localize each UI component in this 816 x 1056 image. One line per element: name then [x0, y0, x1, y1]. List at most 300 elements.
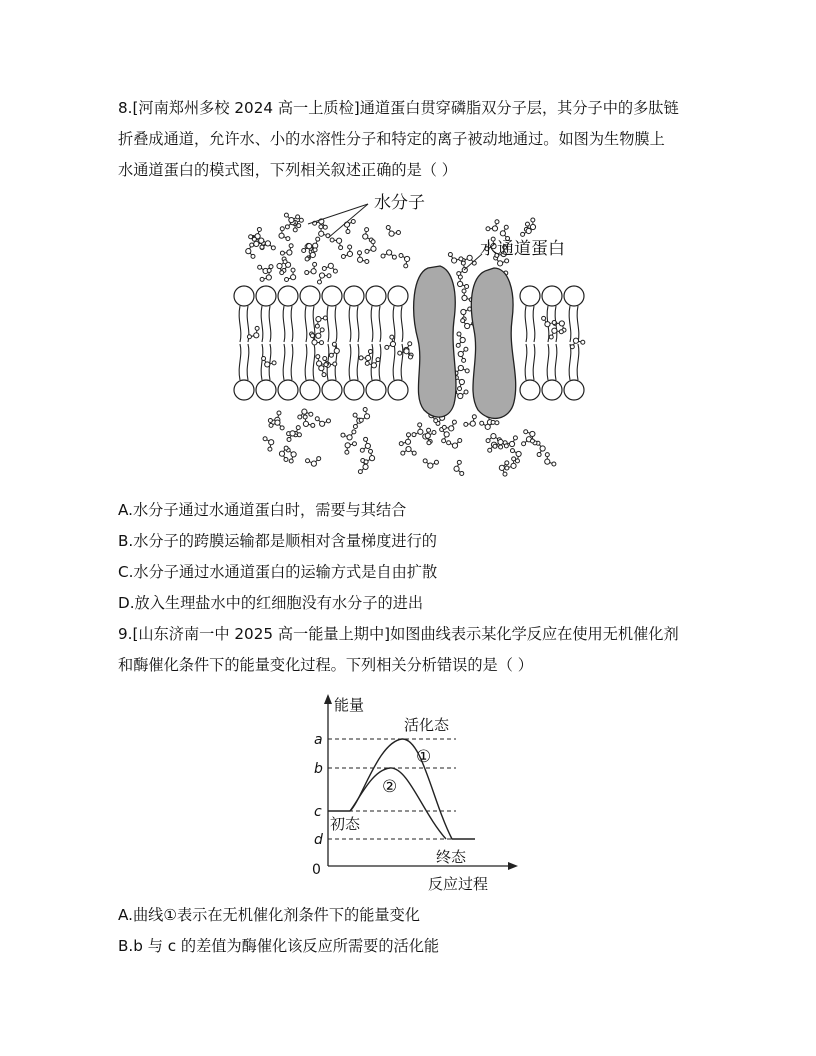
phospholipid-tail [239, 344, 241, 380]
hydrogen-atom [255, 326, 259, 330]
level-d-label: d [314, 832, 323, 848]
hydrogen-atom [559, 330, 563, 334]
oxygen-atom [291, 452, 296, 457]
hydrogen-atom [348, 245, 352, 249]
phospholipid-head [234, 380, 254, 400]
hydrogen-atom [499, 445, 503, 449]
oxygen-atom [357, 257, 362, 262]
hydrogen-atom [280, 227, 284, 231]
oxygen-atom [458, 351, 463, 356]
hydrogen-atom [271, 246, 275, 250]
oxygen-atom [406, 446, 411, 451]
hydrogen-atom [310, 334, 314, 338]
oxygen-atom [444, 432, 449, 437]
oxygen-atom [428, 463, 433, 468]
hydrogen-atom [313, 248, 317, 252]
oxygen-atom [516, 451, 521, 456]
oxygen-atom [509, 441, 514, 446]
phospholipid-head [542, 380, 562, 400]
oxygen-atom [511, 463, 516, 468]
hydrogen-atom [324, 363, 328, 367]
hydrogen-atom [284, 213, 288, 217]
oxygen-atom [371, 363, 376, 368]
oxygen-atom [347, 251, 352, 256]
oxygen-atom [290, 431, 295, 436]
oxygen-atom [404, 256, 409, 261]
hydrogen-atom [512, 457, 516, 461]
hydrogen-atom [345, 450, 349, 454]
hydrogen-atom [545, 453, 549, 457]
oxygen-atom [425, 433, 430, 438]
oxygen-atom [465, 323, 470, 328]
oxygen-atom [485, 424, 490, 429]
hydrogen-atom [332, 342, 336, 346]
hydrogen-atom [317, 280, 321, 284]
hydrogen-atom [322, 266, 326, 270]
hydrogen-atom [260, 245, 264, 249]
hydrogen-atom [289, 459, 293, 463]
oxygen-atom [269, 440, 274, 445]
q9-option-b: B.b 与 c 的差值为酶催化该反应所需要的活化能 [118, 937, 440, 955]
oxygen-atom [265, 241, 270, 246]
phospholipid-head [322, 286, 342, 306]
hydrogen-atom [434, 419, 438, 423]
q8-option-d: D.放入生理盐水中的红细胞没有水分子的进出 [118, 594, 424, 612]
oxygen-atom [371, 246, 376, 251]
phospholipid-tail [569, 344, 571, 380]
hydrogen-atom [412, 433, 416, 437]
hydrogen-atom [359, 356, 363, 360]
oxygen-atom [462, 295, 467, 300]
hydrogen-atom [341, 433, 345, 437]
hydrogen-atom [504, 444, 508, 448]
hydrogen-atom [268, 418, 272, 422]
hydrogen-atom [462, 358, 466, 362]
hydrogen-atom [305, 271, 309, 275]
hydrogen-atom [457, 332, 461, 336]
oxygen-atom [405, 439, 410, 444]
hydrogen-atom [352, 442, 356, 446]
q8-stem-line-1: 8.[河南郑州多校 2024 高一上质检]通道蛋白贯穿磷脂双分子层，其分子中的多肽链 [118, 99, 679, 117]
oxygen-atom [454, 466, 459, 471]
hydrogen-atom [464, 347, 468, 351]
hydrogen-atom [333, 269, 337, 273]
oxygen-atom [552, 328, 557, 333]
hydrogen-atom [503, 472, 507, 476]
label-water-channel-protein: 水通道蛋白 [480, 239, 565, 259]
oxygen-atom [316, 333, 321, 338]
oxygen-atom [500, 231, 505, 236]
oxygen-atom [363, 234, 368, 239]
hydrogen-atom [525, 222, 529, 226]
hydrogen-atom [320, 328, 324, 332]
hydrogen-atom [461, 319, 465, 323]
phospholipid-head [256, 380, 276, 400]
phospholipid-head [300, 380, 320, 400]
q9-stem-line-2: 和酶催化条件下的能量变化过程。下列相关分析错误的是（ ） [118, 656, 533, 674]
hydrogen-atom [293, 228, 297, 232]
oxygen-atom [457, 281, 462, 286]
oxygen-atom [470, 421, 475, 426]
oxygen-atom [279, 451, 284, 456]
oxygen-atom [459, 379, 464, 384]
hydrogen-atom [250, 243, 254, 247]
oxygen-atom [319, 231, 324, 236]
hydrogen-atom [330, 238, 334, 242]
oxygen-atom [334, 348, 339, 353]
oxygen-atom [289, 217, 294, 222]
oxygen-atom [277, 263, 282, 268]
oxygen-atom [345, 443, 350, 448]
hydrogen-atom [505, 461, 509, 465]
curve-2-label: ② [382, 777, 398, 797]
oxygen-atom [311, 269, 316, 274]
hydrogen-atom [269, 265, 273, 269]
hydrogen-atom [406, 433, 410, 437]
phospholipid-head [366, 380, 386, 400]
oxygen-atom [458, 365, 463, 370]
hydrogen-atom [315, 324, 319, 328]
hydrogen-atom [408, 342, 412, 346]
hydrogen-atom [323, 225, 327, 229]
hydrogen-atom [495, 220, 499, 224]
phospholipid-tail [283, 306, 285, 342]
hydrogen-atom [399, 442, 403, 446]
oxygen-atom [287, 250, 292, 255]
phospholipid-tail [525, 344, 527, 380]
hydrogen-atom [452, 420, 456, 424]
oxygen-atom [460, 337, 465, 342]
q8-stem-line-3: 水通道蛋白的模式图，下列相关叙述正确的是（ ） [118, 161, 457, 179]
hydrogen-atom [299, 218, 303, 222]
hydrogen-atom [381, 254, 385, 258]
hydrogen-atom [268, 447, 272, 451]
phospholipid-head [256, 286, 276, 306]
hydrogen-atom [320, 341, 324, 345]
hydrogen-atom [296, 426, 300, 430]
hydrogen-atom [351, 219, 355, 223]
oxygen-atom [303, 421, 308, 426]
oxygen-atom [390, 341, 395, 346]
hydrogen-atom [260, 277, 264, 281]
hydrogen-atom [316, 355, 320, 359]
hydrogen-atom [505, 259, 509, 263]
oxygen-atom [467, 255, 472, 260]
hydrogen-atom [369, 449, 373, 453]
hydrogen-atom [368, 349, 372, 353]
phospholipid-head [388, 380, 408, 400]
phospholipid-tail [349, 344, 351, 380]
hydrogen-atom [323, 316, 327, 320]
oxygen-atom [279, 233, 284, 238]
hydrogen-atom [404, 264, 408, 268]
hydrogen-atom [327, 274, 331, 278]
hydrogen-atom [297, 224, 301, 228]
hydrogen-atom [252, 237, 256, 241]
channel-protein-right [471, 268, 515, 418]
hydrogen-atom [287, 437, 291, 441]
hydrogen-atom [263, 437, 267, 441]
oxygen-atom [311, 461, 316, 466]
hydrogen-atom [302, 248, 306, 252]
hydrogen-atom [313, 262, 317, 266]
phospholipid-head [234, 286, 254, 306]
hydrogen-atom [251, 254, 255, 258]
hydrogen-atom [360, 448, 364, 452]
hydrogen-atom [346, 230, 350, 234]
oxygen-atom [458, 393, 463, 398]
hydrogen-atom [306, 459, 310, 463]
hydrogen-atom [491, 420, 495, 424]
hydrogen-atom [365, 249, 369, 253]
hydrogen-atom [524, 430, 528, 434]
oxygen-atom [310, 252, 315, 257]
oxygen-atom [530, 224, 535, 229]
hydrogen-atom [396, 231, 400, 235]
q8-option-b: B.水分子的跨膜运输都是顺相对含量梯度进行的 [118, 532, 437, 550]
hydrogen-atom [341, 255, 345, 259]
hydrogen-atom [359, 418, 363, 422]
phospholipid-tail [393, 344, 395, 380]
phospholipid-head [278, 380, 298, 400]
hydrogen-atom [280, 426, 284, 430]
hydrogen-atom [457, 460, 461, 464]
oxygen-atom [492, 226, 497, 231]
phospholipid-tail [357, 344, 359, 380]
hydrogen-atom [317, 457, 321, 461]
oxygen-atom [307, 244, 312, 249]
phospholipid-tail [371, 306, 373, 342]
oxygen-atom [452, 258, 457, 263]
hydrogen-atom [316, 237, 320, 241]
phospholipid-tail [291, 306, 293, 342]
hydrogen-atom [398, 351, 402, 355]
phospholipid-tail [291, 344, 293, 380]
hydrogen-atom [376, 358, 380, 362]
hydrogen-atom [418, 423, 422, 427]
phospholipid-tail [401, 306, 403, 342]
hydrogen-atom [432, 430, 436, 434]
phospholipid-tail [555, 344, 557, 380]
hydrogen-atom [442, 439, 446, 443]
phospholipid-tail [533, 306, 535, 342]
oxygen-atom [499, 465, 504, 470]
initial-state-label: 初态 [330, 815, 361, 833]
oxygen-atom [369, 456, 374, 461]
phospholipid-tail [577, 306, 579, 342]
oxygen-atom [540, 446, 545, 451]
phospholipid-tail [327, 306, 329, 342]
hydrogen-atom [358, 251, 362, 255]
phospholipid-tail [305, 344, 307, 380]
hydrogen-atom [513, 436, 517, 440]
hydrogen-atom [297, 433, 301, 437]
phospholipid-tail [533, 344, 535, 380]
hydrogen-atom [493, 444, 497, 448]
oxygen-atom [316, 317, 321, 322]
hydrogen-atom [460, 471, 464, 475]
hydrogen-atom [284, 457, 288, 461]
hydrogen-atom [322, 373, 326, 377]
phospholipid-tail [247, 344, 249, 380]
oxygen-atom [418, 429, 423, 434]
hydrogen-atom [283, 260, 287, 264]
hydrogen-atom [521, 232, 525, 236]
hydrogen-atom [272, 361, 276, 365]
hydrogen-atom [549, 335, 553, 339]
hydrogen-atom [371, 240, 375, 244]
y-axis-arrow [324, 694, 332, 704]
q8-option-a: A.水分子通过水通道蛋白时，需要与其结合 [118, 501, 407, 519]
hydrogen-atom [353, 425, 357, 429]
hydrogen-atom [459, 257, 463, 261]
channel-protein-left [414, 266, 456, 417]
oxygen-atom [320, 421, 325, 426]
hydrogen-atom [522, 442, 526, 446]
phospholipid-head [278, 286, 298, 306]
hydrogen-atom [267, 268, 271, 272]
oxygen-atom [336, 238, 341, 243]
hydrogen-atom [412, 451, 416, 455]
hydrogen-atom [298, 415, 302, 419]
oxygen-atom [365, 443, 370, 448]
hydrogen-atom [291, 268, 295, 272]
hydrogen-atom [329, 353, 333, 357]
x-axis-arrow [508, 862, 518, 870]
oxygen-atom [461, 309, 466, 314]
hydrogen-atom [358, 470, 362, 474]
phospholipid-head [300, 286, 320, 306]
oxygen-atom [364, 414, 369, 419]
hydrogen-atom [434, 460, 438, 464]
hydrogen-atom [247, 335, 251, 339]
curve-2 [350, 768, 446, 839]
hydrogen-atom [510, 449, 514, 453]
hydrogen-atom [280, 271, 284, 275]
oxygen-atom [302, 409, 307, 414]
hydrogen-atom [530, 439, 534, 443]
oxygen-atom [347, 435, 352, 440]
phospholipid-tail [525, 306, 527, 342]
x-axis-label: 反应过程 [428, 875, 489, 893]
level-a-label: a [314, 732, 323, 748]
hydrogen-atom [537, 453, 541, 457]
q8-stem-line-2: 折叠成通道，允许水、小的水溶性分子和特定的离子被动地通过。如图为生物膜上 [118, 130, 665, 148]
phospholipid-head [388, 286, 408, 306]
hydrogen-atom [461, 261, 465, 265]
q9-option-a: A.曲线①表示在无机催化剂条件下的能量变化 [118, 906, 420, 924]
hydrogen-atom [352, 430, 356, 434]
hydrogen-atom [464, 422, 468, 426]
hydrogen-atom [262, 356, 266, 360]
hydrogen-atom [465, 285, 469, 289]
hydrogen-atom [326, 419, 330, 423]
oxygen-atom [491, 434, 496, 439]
hydrogen-atom [386, 225, 390, 229]
hydrogen-atom [504, 225, 508, 229]
phospholipid-tail [305, 306, 307, 342]
oxygen-atom [526, 228, 531, 233]
phospholipid-tail [357, 306, 359, 342]
oxygen-atom [319, 273, 324, 278]
hydrogen-atom [456, 343, 460, 347]
oxygen-atom [316, 361, 321, 366]
phospholipid-tail [269, 306, 271, 342]
hydrogen-atom [258, 265, 262, 269]
phospholipid-tail [577, 344, 579, 380]
curve-1-label: ① [416, 747, 432, 767]
hydrogen-atom [280, 251, 284, 255]
hydrogen-atom [408, 355, 412, 359]
hydrogen-atom [385, 345, 389, 349]
hydrogen-atom [392, 255, 396, 259]
hydrogen-atom [472, 415, 476, 419]
phospholipid-head [564, 286, 584, 306]
hydrogen-atom [399, 253, 403, 257]
hydrogen-atom [284, 446, 288, 450]
oxygen-atom [498, 261, 503, 266]
hydrogen-atom [285, 278, 289, 282]
hydrogen-atom [289, 244, 293, 248]
hydrogen-atom [277, 411, 281, 415]
hydrogen-atom [486, 439, 490, 443]
phospholipid-tail [261, 344, 263, 380]
activated-state-label: 活化态 [404, 716, 450, 734]
hydrogen-atom [462, 289, 466, 293]
hydrogen-atom [305, 257, 309, 261]
hydrogen-atom [315, 417, 319, 421]
phospholipid-head [322, 380, 342, 400]
label-water-molecule: 水分子 [374, 193, 425, 213]
final-state-label: 终态 [436, 848, 467, 866]
oxygen-atom [275, 420, 280, 425]
hydrogen-atom [365, 361, 369, 365]
phospholipid-head [344, 380, 364, 400]
oxygen-atom [254, 333, 259, 338]
level-c-label: c [314, 804, 322, 820]
hydrogen-atom [269, 423, 273, 427]
oxygen-atom [366, 355, 371, 360]
phospholipid-tail [401, 344, 403, 380]
oxygen-atom [389, 231, 394, 236]
hydrogen-atom [442, 425, 446, 429]
oxygen-atom [259, 238, 264, 243]
oxygen-atom [449, 426, 454, 431]
phospholipid-head [520, 380, 540, 400]
hydrogen-atom [333, 362, 337, 366]
hydrogen-atom [486, 227, 490, 231]
phospholipid-tail [569, 306, 571, 342]
origin-label: 0 [312, 862, 321, 878]
hydrogen-atom [581, 340, 585, 344]
hydrogen-atom [303, 415, 307, 419]
hydrogen-atom [458, 275, 462, 279]
oxygen-atom [328, 263, 333, 268]
hydrogen-atom [427, 428, 431, 432]
hydrogen-atom [458, 387, 462, 391]
phospholipid-tail [335, 306, 337, 342]
hydrogen-atom [365, 260, 369, 264]
hydrogen-atom [531, 218, 535, 222]
hydrogen-atom [323, 357, 327, 361]
phospholipid-head [366, 286, 386, 306]
phospholipid-tail [313, 344, 315, 380]
hydrogen-atom [427, 441, 431, 445]
q9-stem-line-1: 9.[山东济南一中 2025 高一能量上期中]如图曲线表示某化学反应在使用无机催化剂 [118, 625, 679, 643]
phospholipid-head [520, 286, 540, 306]
phospholipid-tail [239, 306, 241, 342]
oxygen-atom [530, 431, 535, 436]
